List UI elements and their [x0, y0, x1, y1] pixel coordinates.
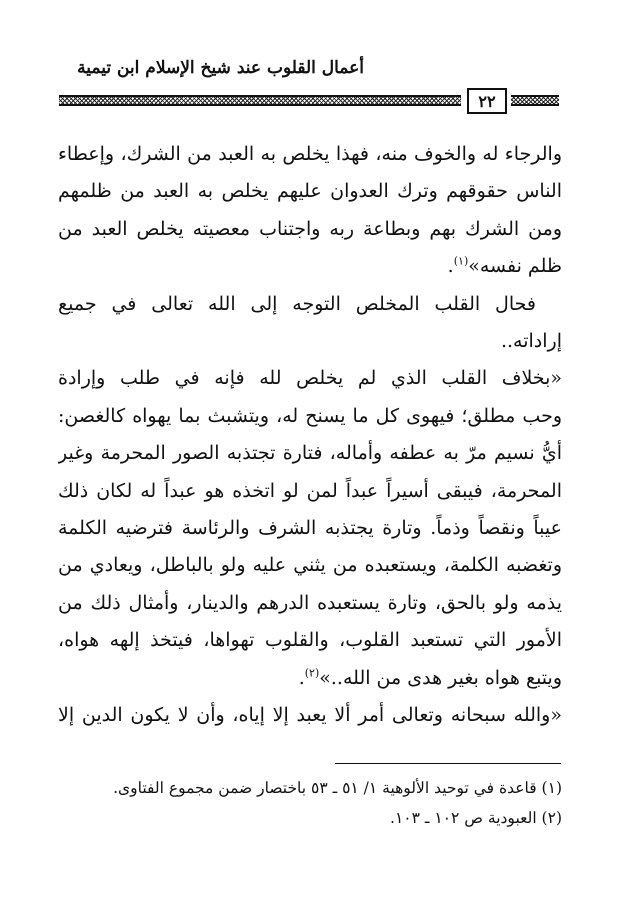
body-text [58, 136, 562, 735]
text-line: فحال القلب المخلص التوجه إلى الله تعالى في جميع [58, 292, 536, 315]
line-end-mark: . [298, 666, 305, 689]
footnotes [58, 773, 562, 833]
text-line: إراداته.. [500, 330, 562, 353]
text-line: المحرمة، فيبقى أسيراً عبداً لمن لو اتخذه هو عبداً له لكان ذلك [58, 479, 562, 502]
text-line: وحب مطلق؛ فيهوى كل ما يسنح له، ويتشبث بما يهواه كالغصن: [58, 404, 562, 427]
text-line: عيباً ونقصاً وذماً. وتارة يجتذبه الشرف والرئاسة فترضيه الكلمة [58, 517, 562, 540]
page-number: ٢٢ [467, 88, 507, 114]
text-line-content: ويتبع هواه بغير هدى من الله..» [319, 666, 562, 689]
header-ornament-left [59, 95, 461, 106]
text-line: «بخلاف القلب الذي لم يخلص لله فإنه في طلب وإرادة [58, 367, 562, 390]
header-ornament-right [511, 95, 559, 106]
footnote: (١) قاعدة في توحيد الألوهية ١/ ٥١ ـ ٥٣ باختصار ضمن مجموع الفتاوى. [113, 779, 562, 797]
text-line: الناس حقوقهم وترك العدوان عليهم يخلص به العبد من ظلمهم [58, 180, 562, 203]
line-end-mark: . [447, 255, 454, 278]
text-line: والرجاء له والخوف منه، فهذا يخلص به العبد من الشرك، وإعطاء [58, 143, 562, 165]
text-line: ومن الشرك بهم وبطاعة ربه واجتناب معصيته يخلص العبد من [58, 217, 562, 240]
footnote-ref: (١) [453, 254, 469, 268]
text-line: يذمه ولو بالحق، وتارة يستعبده الدرهم والدينار، وأمثال ذلك من [58, 591, 562, 614]
text-line: «والله سبحانه وتعالى أمر ألا يعبد إلا إياه، وأن لا يكون الدين إلا [58, 704, 562, 727]
footnote-ref: (٢) [304, 666, 320, 680]
text-line-content: ظلم نفسه» [468, 255, 562, 278]
footnote: (٢) العبودية ص ١٠٢ ـ ١٠٣. [390, 809, 562, 827]
footnote-separator [335, 763, 561, 764]
text-line: وتغضبه الكلمة، ويستعبده من يثني عليه ولو بالباطل، ويعادي من [58, 554, 562, 577]
running-title: أعمال القلوب عند شيخ الإسلام ابن تيمية [77, 58, 364, 78]
header-band [59, 88, 559, 114]
text-line [58, 660, 562, 697]
text-line [58, 248, 562, 285]
text-line: الأمور التي تستعبد القلوب، والقلوب تهواها، فيتخذ إلهه هواه، [58, 629, 562, 652]
text-line: أيُّ نسيم مرّ به عطفه وأماله، فتارة تجتذبه الصور المحرمة وغير [58, 442, 562, 465]
